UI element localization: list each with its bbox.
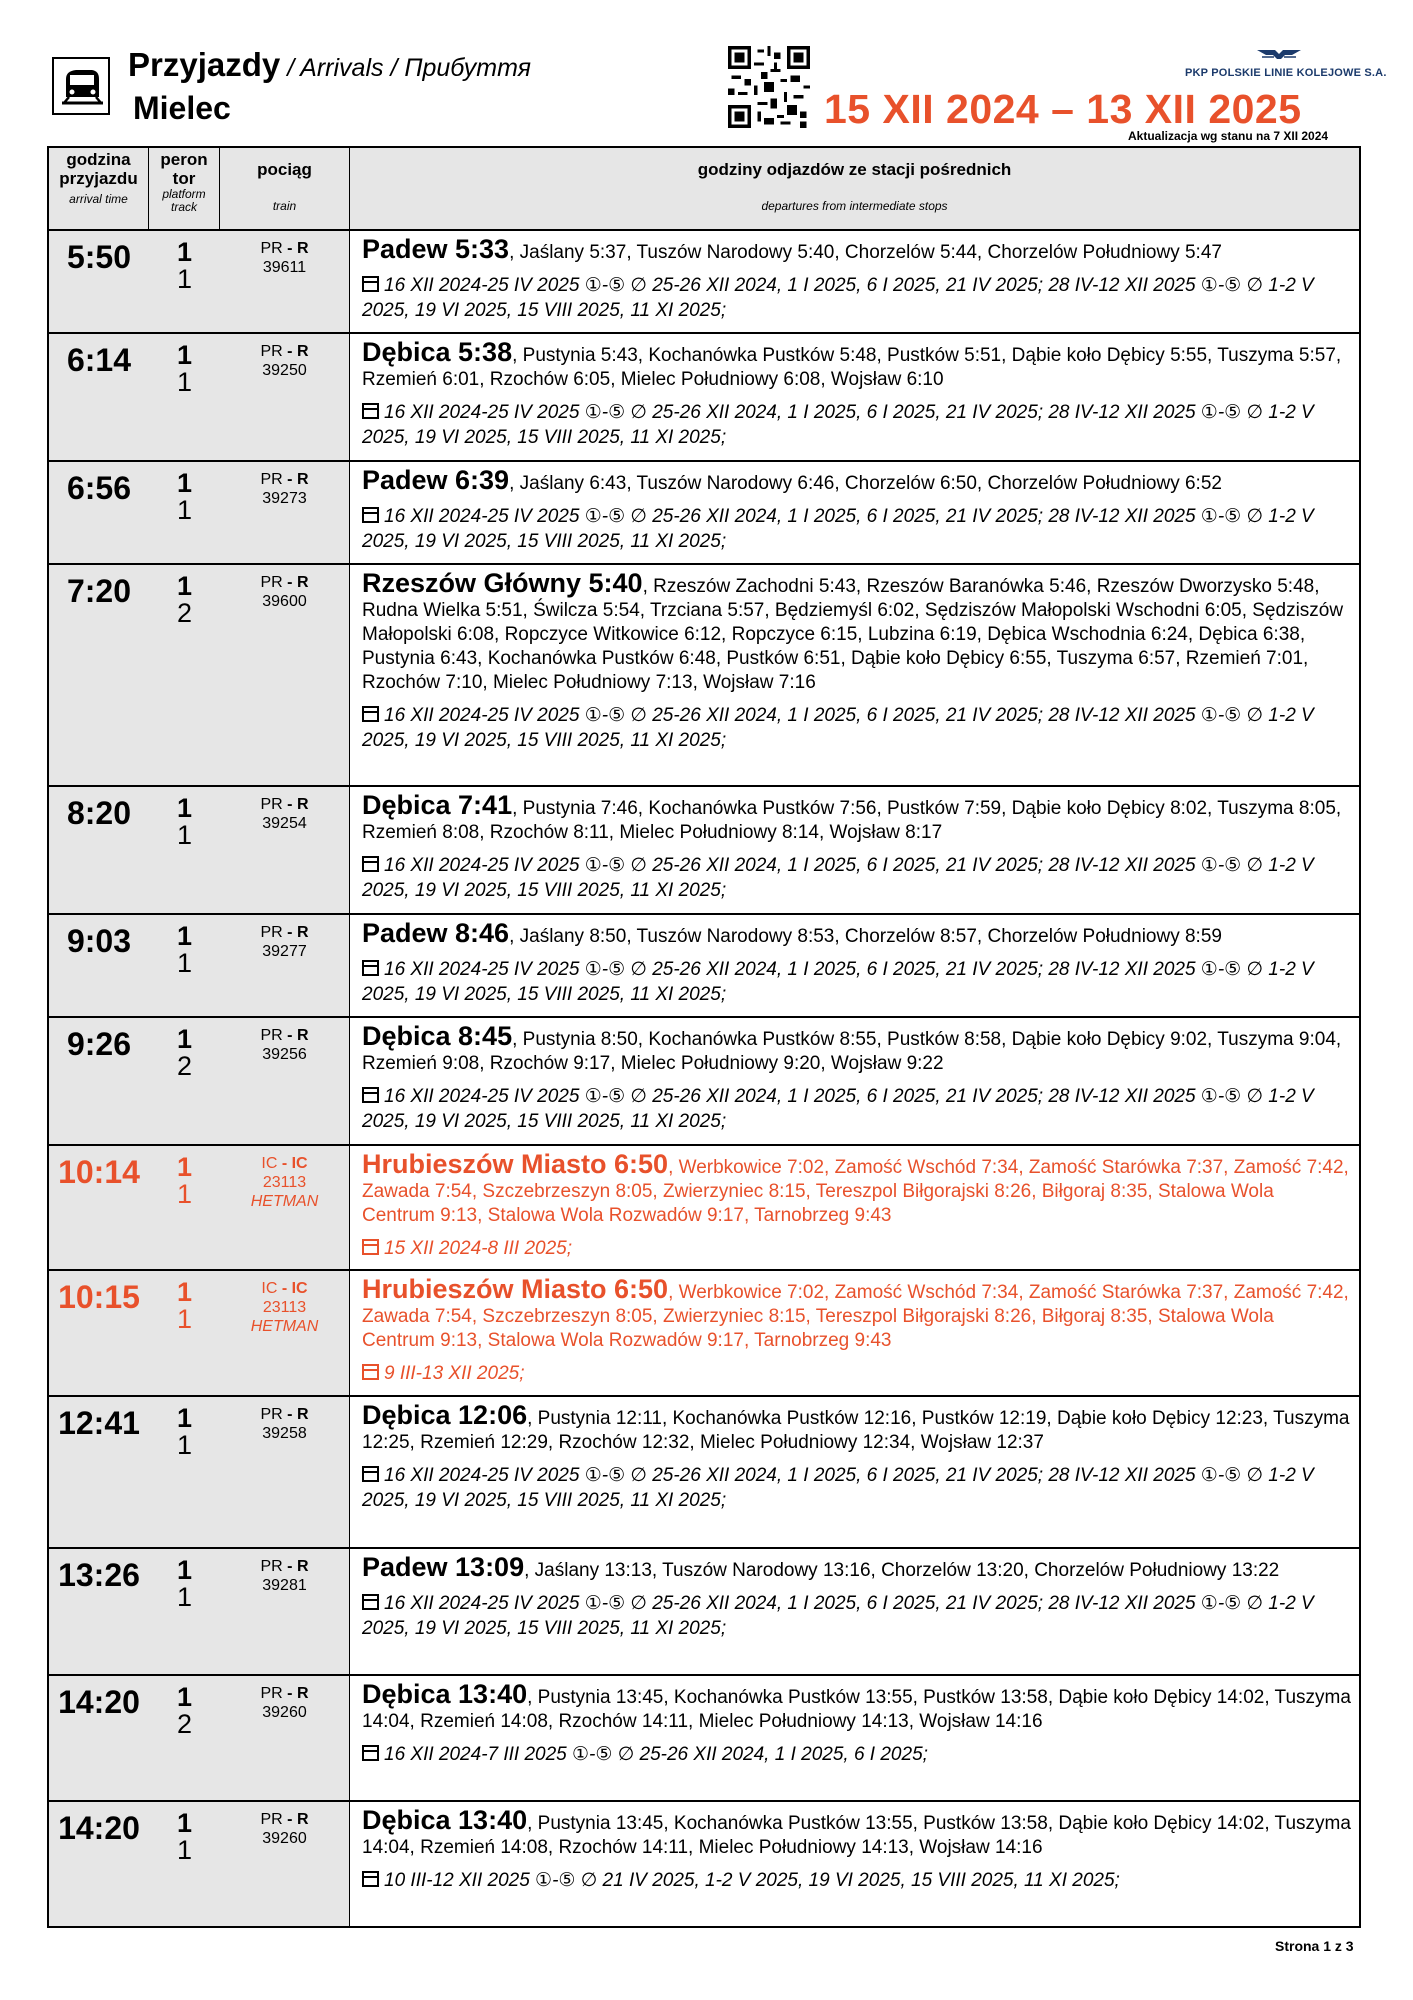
calendar-icon bbox=[362, 706, 379, 722]
train-separator: - bbox=[282, 471, 297, 488]
platform-number: 1 bbox=[176, 468, 193, 498]
train-number: 23113 bbox=[262, 1174, 307, 1191]
operating-dates: 16 XII 2024-25 IV 2025 ①-⑤ ∅ 25-26 XII 2024, 1 I 2025, 6 I 2025, 21 IV 2025; 28 IV-12 XII 2025 ①-⑤ ∅ 1-2 V 2025, 19 VI 2025, 15 VIII 2025, 11 XI 2025; bbox=[362, 1593, 1314, 1639]
train-number: 39260 bbox=[262, 1704, 307, 1721]
route-info bbox=[350, 1549, 1359, 1674]
platform-track bbox=[149, 565, 220, 785]
train-info bbox=[220, 1676, 350, 1800]
route-info bbox=[350, 565, 1359, 785]
col-arrival-time: godzina przyjazdu arrival time bbox=[49, 148, 149, 229]
arrival-time: 9:26 bbox=[49, 1018, 149, 1144]
train-info bbox=[220, 787, 350, 913]
arrival-time: 12:41 bbox=[49, 1397, 149, 1547]
route-info bbox=[350, 1676, 1359, 1800]
train-type: R bbox=[296, 471, 309, 488]
table-header bbox=[49, 148, 1359, 231]
platform-number: 1 bbox=[176, 1277, 193, 1307]
company-name: PKP POLSKIE LINIE KOLEJOWE S.A. bbox=[1185, 67, 1387, 79]
train-info bbox=[220, 1018, 350, 1144]
table-row[interactable] bbox=[49, 462, 1359, 565]
train-info bbox=[220, 1549, 350, 1674]
train-type: R bbox=[296, 1027, 309, 1044]
table-row[interactable] bbox=[49, 1018, 1359, 1146]
platform-number: 1 bbox=[176, 237, 193, 267]
operating-dates: 16 XII 2024-25 IV 2025 ①-⑤ ∅ 25-26 XII 2024, 1 I 2025, 6 I 2025, 21 IV 2025; 28 IV-12 XII 2025 ①-⑤ ∅ 1-2 V 2025, 19 VI 2025, 15 VIII 2025, 11 XI 2025; bbox=[362, 1465, 1314, 1511]
arrival-time: 5:50 bbox=[49, 231, 149, 332]
route-info bbox=[350, 231, 1359, 332]
calendar-icon bbox=[362, 1239, 379, 1255]
train-separator: - bbox=[282, 1406, 297, 1423]
operating-dates: 16 XII 2024-25 IV 2025 ①-⑤ ∅ 25-26 XII 2024, 1 I 2025, 6 I 2025, 21 IV 2025; 28 IV-12 XII 2025 ①-⑤ ∅ 1-2 V 2025, 19 VI 2025, 15 VIII 2025, 11 XI 2025; bbox=[362, 506, 1314, 552]
platform-number: 1 bbox=[176, 1024, 193, 1054]
platform-track bbox=[149, 915, 220, 1016]
calendar-icon bbox=[362, 1087, 379, 1103]
train-separator: - bbox=[282, 574, 297, 591]
page-number: Strona 1 z 3 bbox=[1275, 1938, 1354, 1954]
route-info bbox=[350, 462, 1359, 563]
platform-track bbox=[149, 1018, 220, 1144]
operating-dates: 10 III-12 XII 2025 ①-⑤ ∅ 21 IV 2025, 1-2 V 2025, 19 VI 2025, 15 VIII 2025, 11 XI 2025; bbox=[384, 1870, 1120, 1891]
train-separator: - bbox=[282, 1811, 297, 1828]
arrival-time: 9:03 bbox=[49, 915, 149, 1016]
train-info bbox=[220, 1802, 350, 1926]
platform-number: 1 bbox=[176, 1555, 193, 1585]
train-separator: - bbox=[282, 1685, 297, 1702]
track-number: 1 bbox=[176, 820, 193, 850]
train-type: R bbox=[296, 1685, 309, 1702]
route-info bbox=[350, 1802, 1359, 1926]
route-info bbox=[350, 334, 1359, 460]
track-number: 2 bbox=[176, 1709, 193, 1739]
train-separator: - bbox=[282, 343, 297, 360]
calendar-icon bbox=[362, 1745, 379, 1761]
intermediate-stops: , Pustynia 13:45, Kochanówka Pustków 13:55, Pustków 13:58, Dąbie koło Dębicy 14:02, Tuszyma 14:04, Rzemień 14:08, Rzochów 14:11, Mielec Południowy 14:13, Wojsław 14:16 bbox=[362, 1813, 1351, 1858]
platform-track bbox=[149, 787, 220, 913]
platform-track bbox=[149, 462, 220, 563]
origin-station: Dębica 7:41 bbox=[362, 790, 513, 820]
qr-code[interactable] bbox=[728, 46, 810, 128]
train-type: R bbox=[296, 343, 309, 360]
train-type: R bbox=[296, 240, 309, 257]
col-intermediate-stops: godziny odjazdów ze stacji pośrednich departures from intermediate stops bbox=[697, 160, 1012, 213]
train-type: R bbox=[296, 574, 309, 591]
page-header bbox=[0, 0, 1413, 148]
train-separator: - bbox=[277, 1280, 292, 1297]
train-number: 39260 bbox=[262, 1830, 307, 1847]
intermediate-stops: , Pustynia 8:50, Kochanówka Pustków 8:55, Pustków 8:58, Dąbie koło Dębicy 9:02, Tuszyma 9:04, Rzemień 9:08, Rzochów 9:17, Mielec Południowy 9:20, Wojsław 9:22 bbox=[362, 1029, 1342, 1074]
page-title-translation: / Arrivals / Прибуття bbox=[280, 54, 531, 82]
train-number: 39258 bbox=[262, 1425, 307, 1442]
platform-track bbox=[149, 1271, 220, 1395]
train-info bbox=[220, 915, 350, 1016]
track-number: 2 bbox=[176, 598, 193, 628]
validity-period: 15 XII 2024 – 13 XII 2025 bbox=[824, 86, 1302, 132]
route-info bbox=[350, 1146, 1359, 1269]
route-info bbox=[350, 915, 1359, 1016]
origin-station: Rzeszów Główny 5:40 bbox=[362, 568, 643, 598]
train-number: 39281 bbox=[262, 1577, 307, 1594]
train-type: R bbox=[296, 1558, 309, 1575]
arrival-time: 13:26 bbox=[49, 1549, 149, 1674]
train-separator: - bbox=[282, 1027, 297, 1044]
origin-station: Dębica 13:40 bbox=[362, 1805, 528, 1835]
platform-track bbox=[149, 1146, 220, 1269]
platform-number: 1 bbox=[176, 1152, 193, 1182]
arrivals-table bbox=[47, 146, 1361, 1928]
train-number: 23113 bbox=[262, 1299, 307, 1316]
col-train: pociąg train bbox=[220, 148, 350, 229]
calendar-icon bbox=[362, 960, 379, 976]
train-category: IC bbox=[261, 1280, 278, 1297]
calendar-icon bbox=[362, 856, 379, 872]
train-category: PR bbox=[260, 1406, 283, 1423]
intermediate-stops: , Pustynia 13:45, Kochanówka Pustków 13:55, Pustków 13:58, Dąbie koło Dębicy 14:02, Tuszyma 14:04, Rzemień 14:08, Rzochów 14:11, Mielec Południowy 14:13, Wojsław 14:16 bbox=[362, 1687, 1351, 1732]
train-category: PR bbox=[260, 1685, 283, 1702]
train-info bbox=[220, 1271, 350, 1395]
train-separator: - bbox=[277, 1155, 292, 1172]
track-number: 1 bbox=[176, 264, 193, 294]
platform-track bbox=[149, 334, 220, 460]
platform-track bbox=[149, 231, 220, 332]
table-row[interactable] bbox=[49, 565, 1359, 787]
table-row[interactable] bbox=[49, 231, 1359, 334]
train-category: PR bbox=[260, 343, 283, 360]
train-info bbox=[220, 1397, 350, 1547]
track-number: 1 bbox=[176, 1835, 193, 1865]
train-type: R bbox=[296, 924, 309, 941]
calendar-icon bbox=[362, 1594, 379, 1610]
operating-dates: 9 III-13 XII 2025; bbox=[384, 1363, 525, 1384]
train-info bbox=[220, 231, 350, 332]
origin-station: Dębica 13:40 bbox=[362, 1679, 528, 1709]
train-category: PR bbox=[260, 924, 283, 941]
train-category: PR bbox=[260, 240, 283, 257]
train-separator: - bbox=[282, 924, 297, 941]
origin-station: Padew 13:09 bbox=[362, 1552, 525, 1582]
origin-station: Hrubieszów Miasto 6:50 bbox=[362, 1274, 669, 1304]
route-info bbox=[350, 787, 1359, 913]
origin-station: Hrubieszów Miasto 6:50 bbox=[362, 1149, 669, 1179]
intermediate-stops: , Jaślany 5:37, Tuszów Narodowy 5:40, Chorzelów 5:44, Chorzelów Południowy 5:47 bbox=[509, 242, 1222, 263]
route-info bbox=[350, 1397, 1359, 1547]
platform-track bbox=[149, 1802, 220, 1926]
train-type: R bbox=[296, 796, 309, 813]
train-category: PR bbox=[260, 1558, 283, 1575]
table-row[interactable] bbox=[49, 787, 1359, 915]
intermediate-stops: , Pustynia 5:43, Kochanówka Pustków 5:48, Pustków 5:51, Dąbie koło Dębicy 5:55, Tuszyma 5:57, Rzemień 6:01, Rzochów 6:05, Mielec Południowy 6:08, Wojsław 6:10 bbox=[362, 345, 1342, 390]
table-row[interactable] bbox=[49, 1271, 1359, 1397]
arrival-time: 14:20 bbox=[49, 1802, 149, 1926]
calendar-icon bbox=[362, 1364, 379, 1380]
train-info bbox=[220, 565, 350, 785]
train-name: HETMAN bbox=[250, 1193, 319, 1210]
operating-dates: 16 XII 2024-25 IV 2025 ①-⑤ ∅ 25-26 XII 2024, 1 I 2025, 6 I 2025, 21 IV 2025; 28 IV-12 XII 2025 ①-⑤ ∅ 1-2 V 2025, 19 VI 2025, 15 VIII 2025, 11 XI 2025; bbox=[362, 705, 1314, 751]
operating-dates: 16 XII 2024-25 IV 2025 ①-⑤ ∅ 25-26 XII 2024, 1 I 2025, 6 I 2025, 21 IV 2025; 28 IV-12 XII 2025 ①-⑤ ∅ 1-2 V 2025, 19 VI 2025, 15 VIII 2025, 11 XI 2025; bbox=[362, 402, 1314, 448]
calendar-icon bbox=[362, 276, 379, 292]
train-info bbox=[220, 1146, 350, 1269]
track-number: 1 bbox=[176, 1179, 193, 1209]
origin-station: Dębica 5:38 bbox=[362, 337, 513, 367]
train-number: 39250 bbox=[262, 362, 307, 379]
intermediate-stops: , Jaślany 13:13, Tuszów Narodowy 13:16, Chorzelów 13:20, Chorzelów Południowy 13:22 bbox=[524, 1560, 1280, 1581]
route-info bbox=[350, 1271, 1359, 1395]
table-row[interactable] bbox=[49, 1676, 1359, 1802]
platform-number: 1 bbox=[176, 921, 193, 951]
train-category: PR bbox=[260, 796, 283, 813]
intermediate-stops: , Werbkowice 7:02, Zamość Wschód 7:34, Zamość Starówka 7:37, Zamość 7:42, Zawada 7:54, Szczebrzeszyn 8:05, Zwierzyniec 8:15, Tereszpol Biłgorajski 8:26, Biłgoraj 8:35, Stalowa Wola Centrum 9:13, Stalowa Wola Rozwadów 9:17, Tarnobrzeg 9:43 bbox=[362, 1157, 1349, 1226]
col-platform: peron tor platform track bbox=[149, 148, 220, 229]
intermediate-stops: , Jaślany 8:50, Tuszów Narodowy 8:53, Chorzelów 8:57, Chorzelów Południowy 8:59 bbox=[509, 926, 1222, 947]
station-name: Mielec bbox=[133, 90, 231, 126]
operating-dates: 16 XII 2024-25 IV 2025 ①-⑤ ∅ 25-26 XII 2024, 1 I 2025, 6 I 2025, 21 IV 2025; 28 IV-12 XII 2025 ①-⑤ ∅ 1-2 V 2025, 19 VI 2025, 15 VIII 2025, 11 XI 2025; bbox=[362, 1086, 1314, 1132]
train-number: 39600 bbox=[262, 593, 307, 610]
operating-dates: 16 XII 2024-7 III 2025 ①-⑤ ∅ 25-26 XII 2024, 1 I 2025, 6 I 2025; bbox=[384, 1744, 928, 1765]
page-title: Przyjazdy / Arrivals / Прибуття bbox=[128, 46, 531, 83]
table-row[interactable] bbox=[49, 1549, 1359, 1676]
arrival-time: 7:20 bbox=[49, 565, 149, 785]
intermediate-stops: , Rzeszów Zachodni 5:43, Rzeszów Baranówka 5:46, Rzeszów Dworzysko 5:48, Rudna Wielka 5:51, Świlcza 5:54, Trzciana 5:57, Będziemyśl 6:02, Sędziszów Małopolski Wschodni 6:05, Sędziszów Małopolski 6:08, Ropczyce Witkowice 6:12, Ropczyce 6:15, Lubzina 6:19, Dębica Wschodnia 6:24, Dębica 6:38, Pustynia 6:43, Kochanówka Pustków 6:48, Pustków 6:51, Dąbie koło Dębicy 6:55, Tuszyma 6:57, Rzemień 7:01, Rzochów 7:10, Mielec Południowy 7:13, Wojsław 7:16 bbox=[362, 576, 1344, 693]
train-number: 39273 bbox=[262, 490, 307, 507]
track-number: 2 bbox=[176, 1051, 193, 1081]
arrival-time: 10:14 bbox=[49, 1146, 149, 1269]
operating-dates: 15 XII 2024-8 III 2025; bbox=[384, 1238, 573, 1259]
origin-station: Dębica 12:06 bbox=[362, 1400, 528, 1430]
train-type: R bbox=[296, 1811, 309, 1828]
track-number: 1 bbox=[176, 1430, 193, 1460]
operating-dates: 16 XII 2024-25 IV 2025 ①-⑤ ∅ 25-26 XII 2024, 1 I 2025, 6 I 2025, 21 IV 2025; 28 IV-12 XII 2025 ①-⑤ ∅ 1-2 V 2025, 19 VI 2025, 15 VIII 2025, 11 XI 2025; bbox=[362, 855, 1314, 901]
arrival-time: 6:14 bbox=[49, 334, 149, 460]
table-row[interactable] bbox=[49, 1146, 1359, 1271]
train-separator: - bbox=[282, 1558, 297, 1575]
train-separator: - bbox=[282, 796, 297, 813]
train-name: HETMAN bbox=[250, 1318, 319, 1335]
table-row[interactable] bbox=[49, 1397, 1359, 1549]
train-category: IC bbox=[261, 1155, 278, 1172]
arrival-time: 14:20 bbox=[49, 1676, 149, 1800]
calendar-icon bbox=[362, 403, 379, 419]
calendar-icon bbox=[362, 1466, 379, 1482]
origin-station: Dębica 8:45 bbox=[362, 1021, 513, 1051]
intermediate-stops: , Jaślany 6:43, Tuszów Narodowy 6:46, Chorzelów 6:50, Chorzelów Południowy 6:52 bbox=[509, 473, 1222, 494]
table-row[interactable] bbox=[49, 1802, 1359, 1928]
operating-dates: 16 XII 2024-25 IV 2025 ①-⑤ ∅ 25-26 XII 2024, 1 I 2025, 6 I 2025, 21 IV 2025; 28 IV-12 XII 2025 ①-⑤ ∅ 1-2 V 2025, 19 VI 2025, 15 VIII 2025, 11 XI 2025; bbox=[362, 275, 1314, 321]
table-row[interactable] bbox=[49, 915, 1359, 1018]
train-number: 39256 bbox=[262, 1046, 307, 1063]
track-number: 1 bbox=[176, 1582, 193, 1612]
platform-number: 1 bbox=[176, 1808, 193, 1838]
track-number: 1 bbox=[176, 1304, 193, 1334]
platform-track bbox=[149, 1676, 220, 1800]
update-note: Aktualizacja wg stanu na 7 XII 2024 bbox=[1128, 129, 1329, 143]
train-type: IC bbox=[291, 1155, 308, 1172]
train-separator: - bbox=[282, 240, 297, 257]
arrival-time: 8:20 bbox=[49, 787, 149, 913]
table-row[interactable] bbox=[49, 334, 1359, 462]
track-number: 1 bbox=[176, 948, 193, 978]
operating-dates: 16 XII 2024-25 IV 2025 ①-⑤ ∅ 25-26 XII 2024, 1 I 2025, 6 I 2025, 21 IV 2025; 28 IV-12 XII 2025 ①-⑤ ∅ 1-2 V 2025, 19 VI 2025, 15 VIII 2025, 11 XI 2025; bbox=[362, 959, 1314, 1005]
table-body bbox=[49, 231, 1359, 1928]
platform-number: 1 bbox=[176, 1682, 193, 1712]
track-number: 1 bbox=[176, 495, 193, 525]
intermediate-stops: , Pustynia 7:46, Kochanówka Pustków 7:56, Pustków 7:59, Dąbie koło Dębicy 8:02, Tuszyma 8:05, Rzemień 8:08, Rzochów 8:11, Mielec Południowy 8:14, Wojsław 8:17 bbox=[362, 798, 1342, 843]
platform-number: 1 bbox=[176, 571, 193, 601]
train-category: PR bbox=[260, 574, 283, 591]
origin-station: Padew 6:39 bbox=[362, 465, 510, 495]
platform-track bbox=[149, 1549, 220, 1674]
train-info bbox=[220, 462, 350, 563]
train-icon bbox=[52, 57, 110, 115]
train-type: R bbox=[296, 1406, 309, 1423]
train-number: 39254 bbox=[262, 815, 307, 832]
train-number: 39611 bbox=[262, 259, 307, 276]
train-info bbox=[220, 334, 350, 460]
train-category: PR bbox=[260, 1027, 283, 1044]
platform-number: 1 bbox=[176, 340, 193, 370]
arrival-time: 6:56 bbox=[49, 462, 149, 563]
train-category: PR bbox=[260, 471, 283, 488]
platform-number: 1 bbox=[176, 1403, 193, 1433]
train-type: IC bbox=[291, 1280, 308, 1297]
calendar-icon bbox=[362, 507, 379, 523]
calendar-icon bbox=[362, 1871, 379, 1887]
intermediate-stops: , Pustynia 12:11, Kochanówka Pustków 12:16, Pustków 12:19, Dąbie koło Dębicy 12:23, Tuszyma 12:25, Rzemień 12:29, Rzochów 12:32, Mielec Południowy 12:34, Wojsław 12:37 bbox=[362, 1408, 1350, 1453]
train-number: 39277 bbox=[262, 943, 307, 960]
platform-number: 1 bbox=[176, 793, 193, 823]
intermediate-stops: , Werbkowice 7:02, Zamość Wschód 7:34, Zamość Starówka 7:37, Zamość 7:42, Zawada 7:54, Szczebrzeszyn 8:05, Zwierzyniec 8:15, Tereszpol Biłgorajski 8:26, Biłgoraj 8:35, Stalowa Wola Centrum 9:13, Stalowa Wola Rozwadów 9:17, Tarnobrzeg 9:43 bbox=[362, 1282, 1349, 1351]
origin-station: Padew 5:33 bbox=[362, 234, 510, 264]
train-category: PR bbox=[260, 1811, 283, 1828]
arrival-time: 10:15 bbox=[49, 1271, 149, 1395]
route-info bbox=[350, 1018, 1359, 1144]
track-number: 1 bbox=[176, 367, 193, 397]
origin-station: Padew 8:46 bbox=[362, 918, 510, 948]
platform-track bbox=[149, 1397, 220, 1547]
